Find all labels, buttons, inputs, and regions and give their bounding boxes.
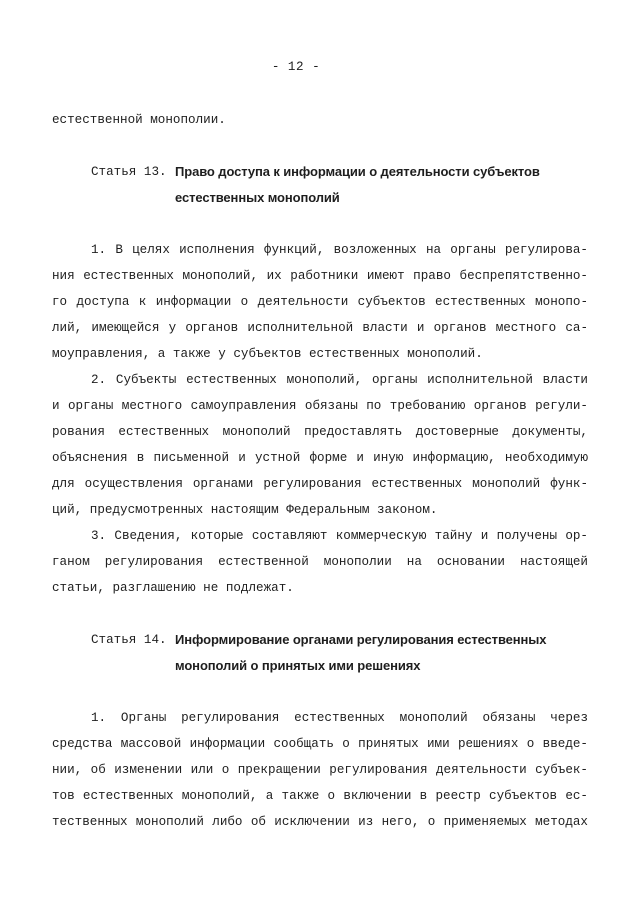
- article-13-p2-line: рования естественных монополий предоставлять достоверные документы,: [52, 425, 588, 439]
- continuation-line: естественной монополии.: [52, 113, 226, 127]
- article-13-p2-line: для осуществления органами регулирования естественных монополий функ-: [52, 477, 588, 491]
- article-14-p1-line: средства массовой информации сообщать о принятых ими решениях о введе-: [52, 737, 588, 751]
- article-14-p1-line: тественных монополий либо об исключении из него, о применяемых методах: [52, 815, 588, 829]
- article-13-p3-line: статьи, разглашению не подлежат.: [52, 581, 294, 595]
- article-14-p1-line: 1. Органы регулирования естественных монополий обязаны через: [91, 711, 588, 725]
- article-14-p1-line: тов естественных монополий, а также о включении в реестр субъектов ес-: [52, 789, 588, 803]
- article-13-p2-line: объяснения в письменной и устной форме и иную информацию, необходимую: [52, 451, 588, 465]
- article-13-p1-line: го доступа к информации о деятельности субъектов естественных монопо-: [52, 295, 588, 309]
- article-13-p2-line: ций, предусмотренных настоящим Федеральным законом.: [52, 503, 438, 517]
- article-13-p1-line: лий, имеющейся у органов исполнительной власти и органов местного са-: [52, 321, 588, 335]
- article-14-title-line-1: Информирование органами регулирования естественных: [175, 632, 547, 647]
- article-14-label: Статья 14.: [91, 633, 167, 647]
- article-13-p1-line: 1. В целях исполнения функций, возложенных на органы регулирова-: [91, 243, 588, 257]
- article-14-title-line-2: монополий о принятых ими решениях: [175, 658, 421, 673]
- article-13-p3-line: 3. Сведения, которые составляют коммерческую тайну и получены ор-: [91, 529, 588, 543]
- article-13-p3-line: ганом регулирования естественной монополии на основании настоящей: [52, 555, 588, 569]
- article-13-title-line-1: Право доступа к информации о деятельности субъектов: [175, 164, 540, 179]
- article-13-label: Статья 13.: [91, 165, 167, 179]
- article-13-p2-line: и органы местного самоуправления обязаны по требованию органов регули-: [52, 399, 588, 413]
- article-13-p2-line: 2. Субъекты естественных монополий, органы исполнительной власти: [91, 373, 588, 387]
- page-number: - 12 -: [271, 60, 321, 74]
- article-14-p1-line: нии, об изменении или о прекращении регулирования деятельности субъек-: [52, 763, 588, 777]
- article-13-p1-line: моуправления, а также у субъектов естественных монополий.: [52, 347, 483, 361]
- article-13-title-line-2: естественных монополий: [175, 190, 340, 205]
- article-13-p1-line: ния естественных монополий, их работники имеют право беспрепятственно-: [52, 269, 588, 283]
